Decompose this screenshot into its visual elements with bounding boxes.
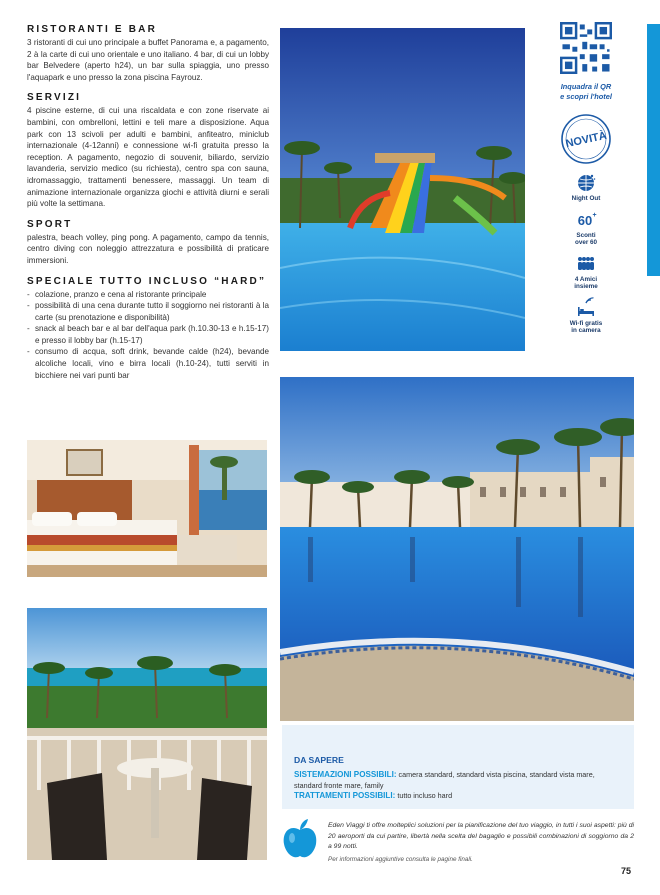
feature-sconti-over-60	[575, 209, 597, 246]
novita-badge-icon	[560, 113, 612, 165]
feature-label	[574, 276, 597, 290]
list-item: - snack al beach bar e al bar dell'aqua park (h.10.30-13 e h.15-17) e presso il lobby bar (h.15-17)	[27, 323, 269, 346]
feature-label-line: insieme	[574, 283, 598, 290]
list-item: - possibilità di una cena durante tutto il soggiorno nei ristoranti à la carte (su prenotazione e disponibilità)	[27, 300, 269, 323]
sistemazioni-value: camera standard, standard vista piscina, standard vista mare, standard fronte mare, family	[294, 770, 595, 790]
svg-text:60: 60	[577, 213, 593, 228]
section-body-sport: palestra, beach volley, ping pong. A pagamento, campo da tennis, centro diving con noleggio attrezzatura e possibilità di praticare immersioni.	[27, 232, 269, 265]
trattamenti-key: TRATTAMENTI POSSIBILI:	[294, 791, 396, 800]
feature-label	[570, 320, 602, 334]
feature-wifi-gratis	[570, 297, 602, 334]
section-title-ristoranti: RISTORANTI E BAR	[27, 24, 158, 35]
eden-apple-logo	[282, 818, 318, 860]
section-title-sport: SPORT	[27, 218, 73, 230]
sidebar-features	[553, 22, 619, 334]
list-item: - consumo di acqua, soft drink, bevande calde (h24), bevande alcoliche locali, vino e birra locali (h.10-24), tutti serviti in bicchiere nei vari punti bar	[27, 346, 269, 381]
wifi-bed-icon	[575, 297, 597, 319]
page-number: 75	[621, 866, 632, 876]
section-title-speciale: SPECIALE TUTTO INCLUSO “HARD”	[27, 275, 267, 287]
eden-description: Eden Viaggi ti offre molteplici soluzioni per la pianificazione del tuo viaggio, in tutti i suoi aspetti: più di 20 aeroporti da cui partire, libertà nella scelta del bagaglio e possibili combinazioni di soggiorno da 2 a 99 notti.	[328, 822, 634, 850]
photo-aquapark	[280, 28, 525, 351]
photo-balcony	[27, 608, 267, 860]
speciale-list	[27, 289, 269, 382]
da-sapere-title: DA SAPERE	[294, 755, 344, 765]
feature-label-line: Sconti	[576, 232, 596, 239]
eden-note: Per informazioni aggiuntive consulta le pagine finali.	[328, 856, 473, 863]
feature-night-out	[572, 172, 601, 202]
sistemazioni-key: SISTEMAZIONI POSSIBILI:	[294, 770, 397, 779]
feature-label	[575, 232, 597, 246]
photo-pool	[280, 377, 634, 721]
friends-icon	[575, 253, 597, 275]
feature-label-line: Wi-fi gratis	[569, 320, 603, 327]
trattamenti-value: tutto incluso hard	[397, 791, 453, 800]
globe-icon	[575, 172, 597, 194]
da-sapere-box	[282, 725, 634, 809]
edge-tab	[647, 24, 660, 276]
qr-caption-line: Inquadra il QR	[560, 82, 612, 91]
section-title-servizi: SERVIZI	[27, 92, 82, 104]
text-column	[27, 24, 269, 381]
trattamenti-line	[294, 791, 622, 802]
sixty-plus-icon	[575, 209, 597, 231]
badge-label: NOVITÀ	[564, 129, 608, 151]
feature-label-line: Night Out	[571, 195, 601, 202]
qr-caption	[560, 82, 612, 101]
section-body-ristoranti: 3 ristoranti di cui uno principale a buffet Panorama e, a pagamento, 2 à la carte di cui uno orientale e uno italiano. 4 bar, di cui un lobby bar Belvedere (aperto h24), un bar sulla spiaggia, uno presso l'aquapark e uno presso la zona piscina Fayrouz.	[27, 38, 269, 82]
list-item: - colazione, pranzo e cena al ristorante principale	[27, 289, 269, 301]
sistemazioni-line	[294, 770, 622, 791]
feature-4-amici	[574, 253, 597, 290]
feature-label-line: over 60	[574, 239, 598, 246]
feature-label	[572, 195, 601, 202]
qr-caption-line: e scopri l'hotel	[560, 91, 612, 101]
svg-text:+: +	[592, 212, 597, 219]
qr-code-icon[interactable]	[560, 22, 612, 74]
section-body-servizi: 4 piscine esterne, di cui una riscaldata e con zone riservate ai bambini, con ombrelloni, lettini e teli mare a disposizione. Aqua park con 13 scivoli per adulti e bambini, anfiteatro, miniclub internazionale (4-12anni) e connessione wi-fi gratuita presso la reception. A pagamento, negozio di souvenir, biliardo, servizio lavanderia, servizio medico (su richiesta), centro spa con sauna, idromassaggio, trattamenti benessere, massaggi. Un team di animazione internazionale organizza giochi e attività diurni e serali più volte la settimana.	[27, 106, 269, 209]
feature-label-line: in camera	[571, 327, 601, 334]
feature-label-line: 4 Amici	[574, 276, 598, 283]
photo-bedroom	[27, 440, 267, 577]
